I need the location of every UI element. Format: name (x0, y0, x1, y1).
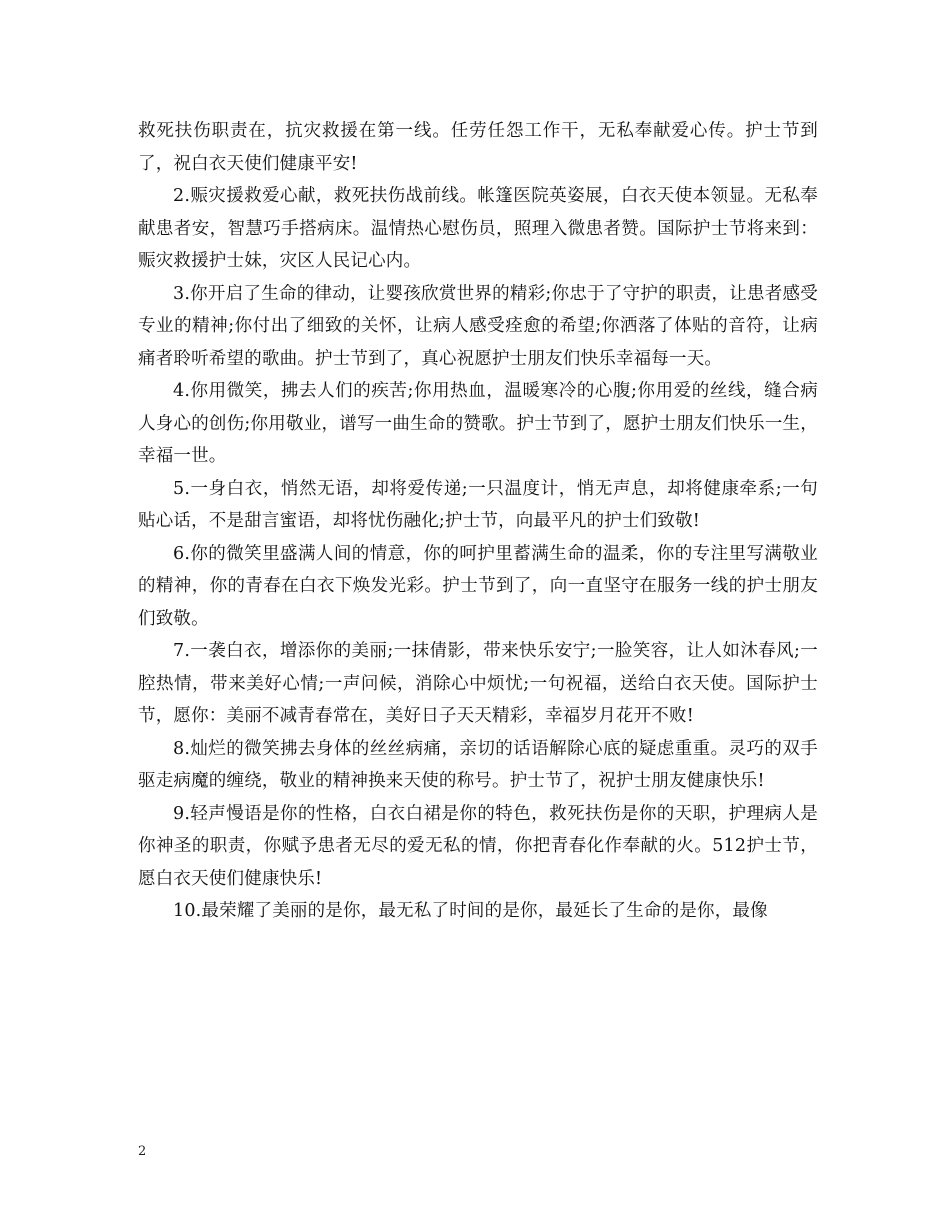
page-number: 2 (138, 1144, 147, 1159)
paragraph-2: 2.赈灾援救爱心献，救死扶伤战前线。帐篷医院英姿展，白衣天使本领显。无私奉献患者安，智慧巧手搭病床。温情热心慰伤员，照理入微患者赞。国际护士节将来到：赈灾救援护士妹，灾区人民记心内。 (138, 186, 818, 271)
paragraph-continued: 救死扶伤职责在，抗灾救援在第一线。任劳任怨工作干，无私奉献爱心传。护士节到了，祝白衣天使们健康平安! (138, 121, 818, 174)
paragraph-3: 3.你开启了生命的律动，让婴孩欣赏世界的精彩;你忠于了守护的职责，让患者感受专业的精神;你付出了细致的关怀，让病人感受痊愈的希望;你洒落了体贴的音符，让病痛者聆听希望的歌曲。护士节到了，真心祝愿护士朋友们快乐幸福每一天。 (138, 283, 818, 369)
paragraph-4: 4.你用微笑，拂去人们的疾苦;你用热血，温暖寒冷的心腹;你用爱的丝线，缝合病人身心的创伤;你用敬业，谱写一曲生命的赞歌。护士节到了，愿护士朋友们快乐一生，幸福一世。 (138, 381, 818, 466)
paragraph-9: 9.轻声慢语是你的性格，白衣白裙是你的特色，救死扶伤是你的天职，护理病人是你神圣的职责，你赋予患者无尽的爱无私的情，你把青春化作奉献的火。512护士节，愿白衣天使们健康快乐! (138, 803, 818, 889)
paragraph-6: 6.你的微笑里盛满人间的情意，你的呵护里蓄满生命的温柔，你的专注里写满敬业的精神，你的青春在白衣下焕发光彩。护士节到了，向一直坚守在服务一线的护士朋友们致敬。 (138, 543, 818, 629)
paragraph-7: 7.一袭白衣，增添你的美丽;一抹倩影，带来快乐安宁;一脸笑容，让人如沐春风;一腔热情，带来美好心情;一声问候，消除心中烦忧;一句祝福，送给白衣天使。国际护士节，愿你：美丽不减青春常在，美好日子天天精彩，幸福岁月花开不败! (138, 641, 818, 726)
paragraph-8: 8.灿烂的微笑拂去身体的丝丝病痛，亲切的话语解除心底的疑虑重重。灵巧的双手驱走病魔的缠绕，敬业的精神换来天使的称号。护士节了，祝护士朋友健康快乐! (138, 738, 818, 791)
paragraph-5: 5.一身白衣，悄然无语，却将爱传递;一只温度计，悄无声息，却将健康牵系;一句贴心话，不是甜言蜜语，却将忧伤融化;护士节，向最平凡的护士们致敬! (138, 478, 818, 531)
document-body (138, 115, 818, 928)
paragraph-10: 10.最荣耀了美丽的是你，最无私了时间的是你，最延长了生命的是你，最像 (173, 901, 768, 921)
